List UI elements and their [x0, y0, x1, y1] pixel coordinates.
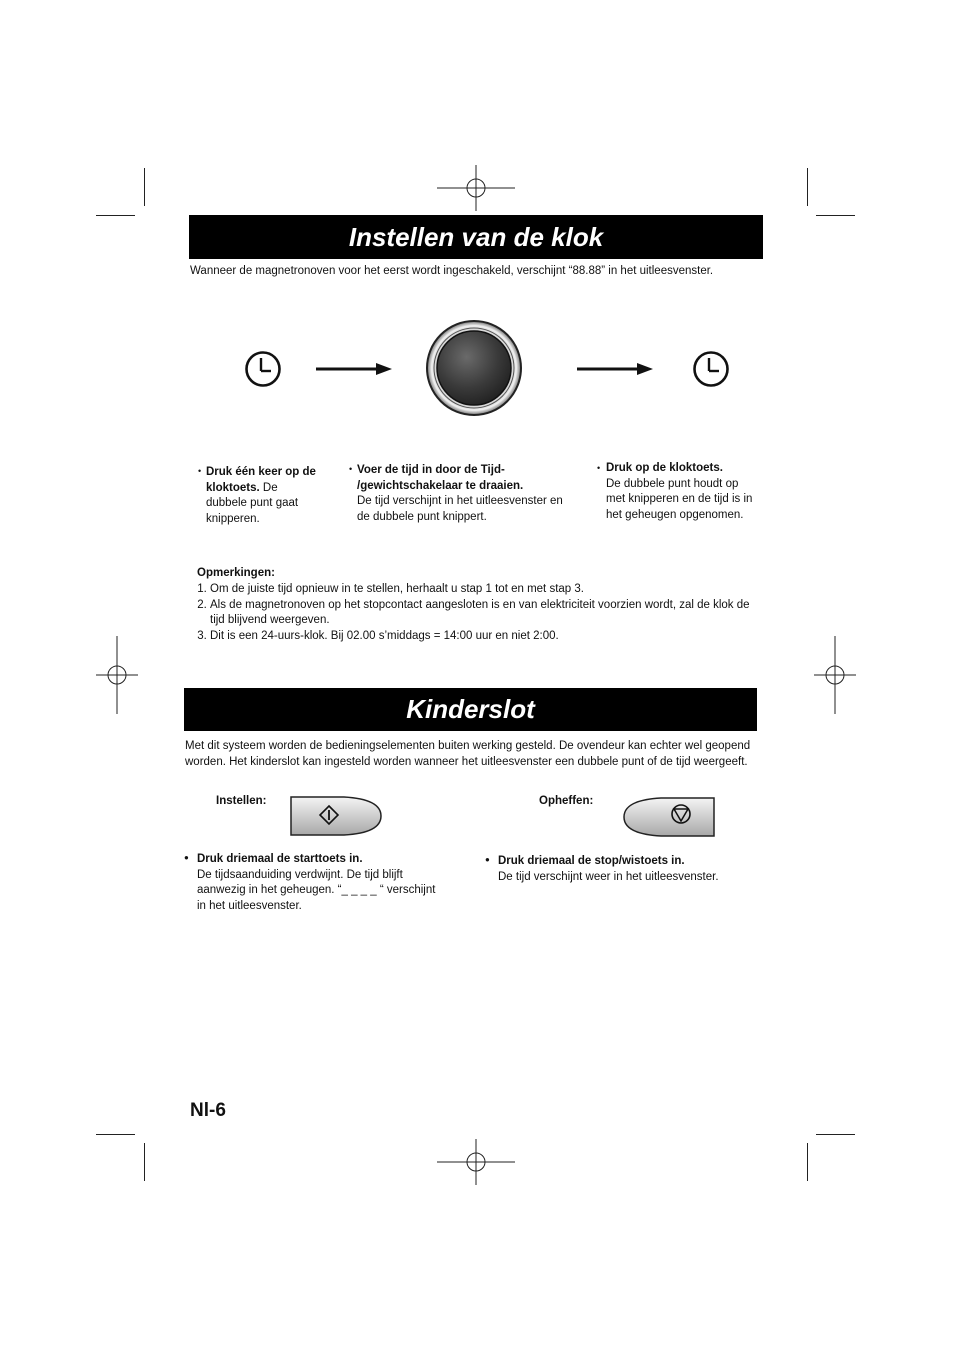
clock-icon	[244, 350, 282, 388]
clock-section-title-text: Instellen van de klok	[348, 221, 604, 252]
bullet-icon: ●	[485, 855, 490, 864]
bullet-icon: •	[198, 466, 202, 476]
child-lock-intro: Met dit systeem worden de bedieningselementen buiten werking gesteld. De ovendeur kan echter wel geopend worden. Het kinderslot kan ingesteld worden wanneer het uitleesvenster een dubbele punt of de tijd weergeeft.	[185, 740, 751, 768]
cancel-label: Opheffen:	[539, 795, 594, 807]
dial-knob-icon	[425, 319, 523, 417]
registration-mark-icon	[437, 1139, 515, 1185]
start-button-icon	[288, 795, 382, 837]
clock-step-3-bold: Druk op de kloktoets.	[606, 462, 723, 474]
arrow-right-icon	[577, 361, 655, 377]
cancel-instruction	[498, 854, 758, 885]
crop-mark	[816, 1134, 855, 1135]
set-instruction-text: De tijdsaanduiding verdwijnt. De tijd blijft aanwezig in het geheugen. “_ _ _ _ “ verschijnt in het uitleesvenster.	[197, 868, 436, 912]
registration-mark-icon	[96, 636, 138, 714]
bullet-icon: ●	[184, 853, 189, 862]
set-instruction-bold: Druk driemaal de starttoets in.	[197, 853, 363, 865]
clock-step-3-text: De dubbele punt houdt op met knipperen en de tijd is in het geheugen opgenomen.	[606, 477, 753, 521]
notes-heading: Opmerkingen:	[197, 567, 275, 579]
cancel-instruction-bold: Druk driemaal de stop/wistoets in.	[498, 855, 685, 867]
set-label: Instellen:	[216, 795, 267, 807]
crop-mark	[96, 1134, 135, 1135]
clock-icon	[692, 350, 730, 388]
registration-mark-icon	[814, 636, 856, 714]
crop-mark	[144, 168, 145, 206]
clock-step-1	[206, 465, 316, 527]
clock-step-3	[606, 461, 758, 523]
notes	[197, 566, 763, 645]
crop-mark	[816, 215, 855, 216]
cancel-instruction-text: De tijd verschijnt weer in het uitleesvenster.	[498, 870, 719, 883]
bullet-icon: •	[597, 463, 601, 473]
bullet-icon: •	[349, 464, 353, 474]
crop-mark	[96, 215, 135, 216]
clock-section-title	[189, 215, 763, 259]
notes-item: 3. Dit is een 24-uurs-klok. Bij 02.00 s’middags = 14:00 uur en niet 2:00.	[210, 629, 763, 645]
set-instruction	[197, 852, 437, 914]
clock-step-2	[357, 463, 569, 525]
page-number: Nl-6	[190, 1100, 226, 1121]
arrow-right-icon	[316, 361, 394, 377]
stop-button-icon	[623, 796, 717, 838]
child-lock-title	[184, 688, 757, 731]
crop-mark	[807, 168, 808, 206]
notes-item: 2. Als de magnetronoven op het stopcontact aangesloten is en van elektriciteit voorzien wordt, zal de klok de tijd blijvend weergeven.	[210, 598, 763, 630]
clock-step-2-text: De tijd verschijnt in het uitleesvenster en de dubbele punt knippert.	[357, 495, 563, 523]
crop-mark	[144, 1143, 145, 1181]
crop-mark	[807, 1143, 808, 1181]
registration-mark-icon	[437, 165, 515, 211]
notes-item: 1. Om de juiste tijd opnieuw in te stellen, herhaalt u stap 1 tot en met stap 3.	[210, 582, 763, 598]
clock-step-1-text: De dubbele punt gaat knipperen.	[206, 481, 299, 525]
clock-step-1-bold: Druk één keer op de kloktoets.	[206, 466, 316, 494]
child-lock-title-text: Kinderslot	[406, 694, 535, 724]
clock-intro: Wanneer de magnetronoven voor het eerst wordt ingeschakeld, verschijnt “88.88” in het uitleesvenster.	[190, 265, 714, 277]
clock-step-2-bold: Voer de tijd in door de Tijd- /gewichtschakelaar te draaien.	[357, 464, 524, 492]
